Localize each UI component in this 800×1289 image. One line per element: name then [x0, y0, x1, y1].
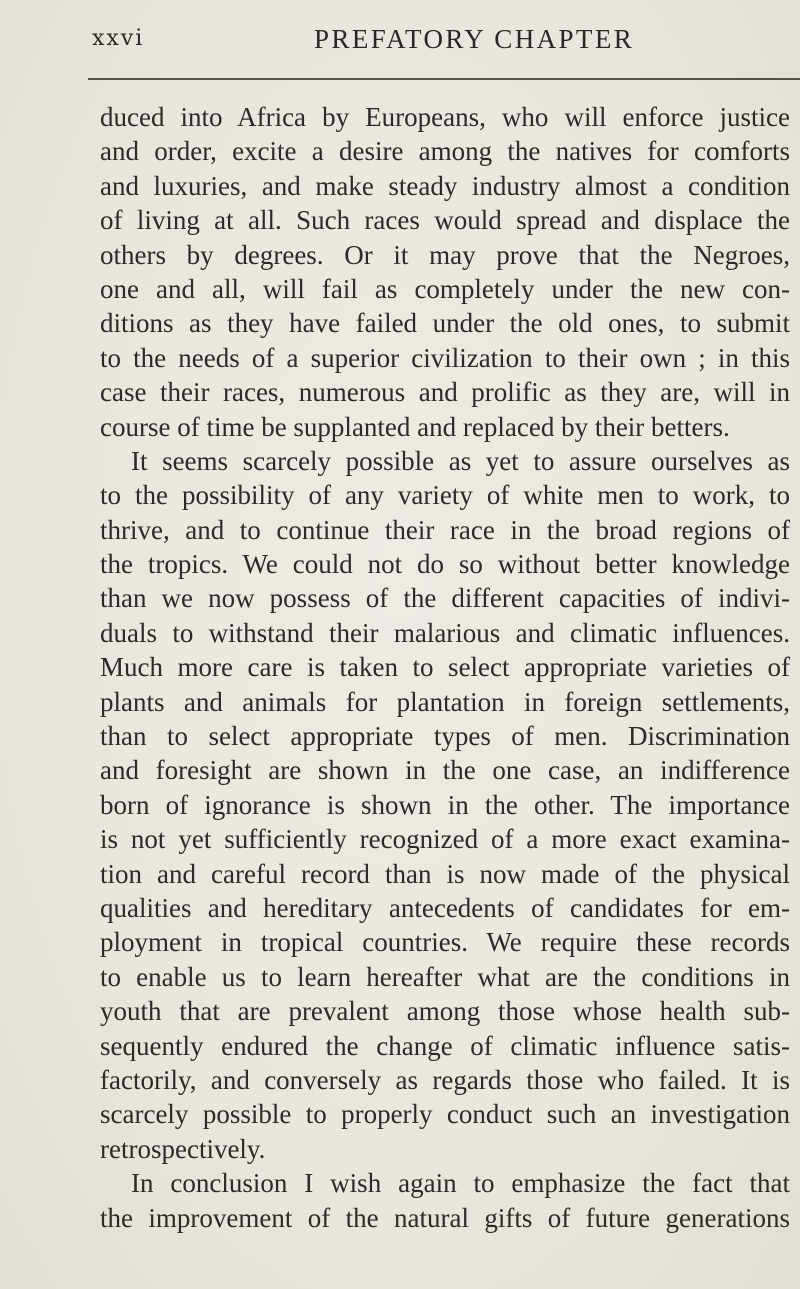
text-line: and foresight are shown in the one case, an indifference [100, 755, 790, 786]
text-line: tion and careful record than is now made of the physical [100, 858, 790, 889]
text-line: thrive, and to continue their race in the broad regions of [100, 514, 790, 545]
paragraph-start-line: In conclusion I wish again to emphasize the fact that [131, 1168, 790, 1199]
text-line: than we now possess of the different capacities of indivi- [100, 583, 790, 614]
text-line: scarcely possible to properly conduct such an investigation [100, 1099, 790, 1130]
text-line: qualities and hereditary antecedents of candidates for em- [100, 892, 790, 923]
running-head: PREFATORY CHAPTER [314, 24, 635, 54]
text-line: duced into Africa by Europeans, who will enforce justice [100, 102, 790, 132]
paragraph-start-line: It seems scarcely possible as yet to assure ourselves as [131, 445, 790, 476]
text-line: sequently endured the change of climatic influence satis- [100, 1030, 790, 1061]
text-line: one and all, will fail as completely under the new con- [100, 273, 790, 304]
text-line: others by degrees. Or it may prove that the Negroes, [100, 239, 790, 270]
text-line: born of ignorance is shown in the other. The importance [100, 789, 790, 820]
text-line: factorily, and conversely as regards those who failed. It is [100, 1064, 790, 1095]
page-number: xxvi [92, 26, 145, 51]
text-line: ployment in tropical countries. We require these records [100, 927, 790, 958]
text-line: to the possibility of any variety of white men to work, to [100, 480, 790, 511]
text-line: the improvement of the natural gifts of future generations [100, 1202, 790, 1233]
header-rule [88, 78, 800, 80]
text-line: duals to withstand their malarious and climatic influences. [100, 617, 790, 648]
text-line: ditions as they have failed under the old ones, to submit [100, 308, 790, 339]
text-line: the tropics. We could not do so without better knowledge [100, 549, 790, 580]
paragraph-end-line: retrospectively. [100, 1133, 266, 1164]
text-line: and luxuries, and make steady industry almost a condition [100, 170, 790, 201]
text-line: and order, excite a desire among the natives for comforts [100, 136, 790, 167]
text-line: to the needs of a superior civilization to their own ; in this [100, 342, 790, 373]
text-line: Much more care is taken to select appropriate varieties of [100, 652, 790, 683]
text-line: case their races, numerous and prolific as they are, will in [100, 377, 790, 408]
text-line: plants and animals for plantation in foreign settlements, [100, 686, 790, 717]
text-line: is not yet sufficiently recognized of a more exact examina- [100, 824, 790, 855]
text-line: youth that are prevalent among those whose health sub- [100, 996, 790, 1027]
page-header [0, 22, 800, 66]
paragraph-end-line: course of time be supplanted and replaced by their betters. [100, 411, 730, 442]
text-line: than to select appropriate types of men. Discrimination [100, 721, 790, 752]
body-text [100, 100, 790, 1235]
text-line: of living at all. Such races would spread and displace the [100, 205, 790, 236]
text-line: to enable us to learn hereafter what are the conditions in [100, 961, 790, 992]
